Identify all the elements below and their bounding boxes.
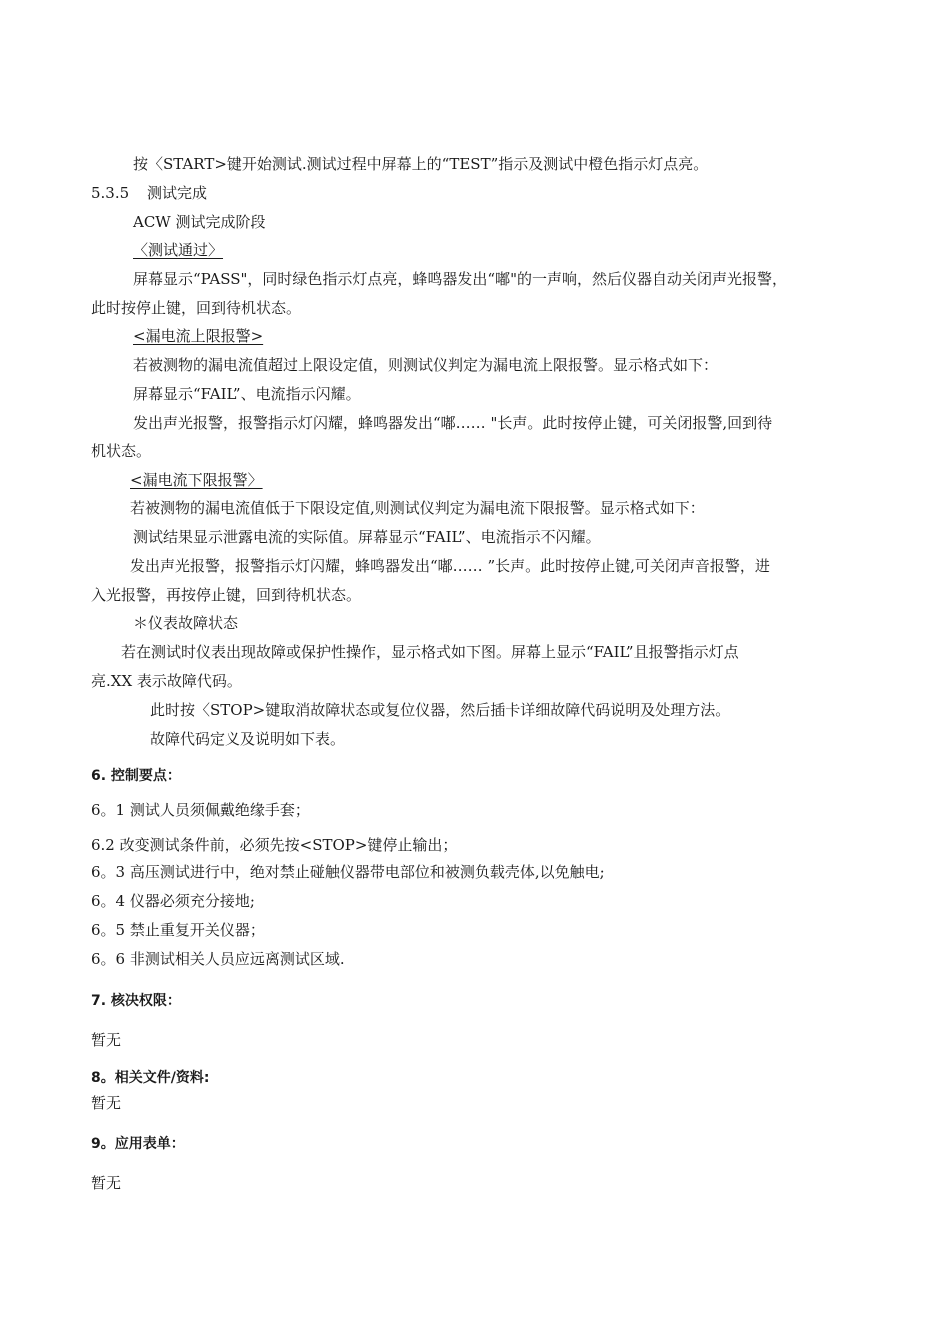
section-number: 5.3.5: [91, 184, 130, 202]
list-item: 6。6 非测试相关人员应远离测试区域.: [91, 950, 345, 968]
upper-alarm-heading: <漏电流上限报警>: [133, 327, 264, 345]
lower-alarm-heading: <漏电流下限报警〉: [130, 471, 263, 489]
acw-stage-text: ACW 测试完成阶段: [133, 213, 266, 231]
fault-line: 若在测试时仪表出现故障或保护性操作，显示格式如下图。屏幕上显示“FAIL”且报警指示灯点: [121, 643, 739, 661]
section-7-body: 暂无: [91, 1031, 122, 1049]
list-item: 6.2 改变测试条件前，必须先按<STOP>键停止输出；: [91, 836, 458, 854]
section-5-3-5-heading: [91, 183, 207, 203]
lower-alarm-line: 若被测物的漏电流值低于下限设定值,则测试仪判定为漏电流下限报警。显示格式如下：: [130, 499, 705, 517]
section-7-heading: 7. 核决权限：: [91, 993, 181, 1009]
pass-line: 此时按停止键，回到待机状态。: [91, 299, 302, 317]
section-6-heading: 6. 控制要点：: [91, 768, 181, 784]
pass-line: 屏幕显示“PASS"，同时绿色指示灯点亮，蜂鸣器发出“嘟"的一声响，然后仪器自动关闭声光报警，: [133, 270, 787, 288]
section-8-body: 暂无: [91, 1094, 122, 1112]
list-item: 6。3 高压测试进行中，绝对禁止碰触仪器带电部位和被测负载壳体,以免触电;: [91, 863, 605, 881]
list-item: 6。1 测试人员须佩戴绝缘手套；: [91, 801, 310, 819]
fault-line: 此时按〈STOP>键取消故障状态或复位仪器，然后插卡详细故障代码说明及处理方法。: [150, 701, 731, 719]
fault-line: 亮.XX 表示故障代码。: [91, 672, 242, 690]
section-title: 测试完成: [147, 184, 208, 202]
upper-alarm-line: 屏幕显示“FAIL”、电流指示闪耀。: [133, 385, 361, 403]
section-9-heading: 9。应用表单：: [91, 1136, 185, 1152]
lower-alarm-line: 测试结果显示泄露电流的实际值。屏幕显示“FAIL”、电流指示不闪耀。: [133, 528, 601, 546]
pass-heading: 〈测试通过〉: [133, 241, 224, 259]
lower-alarm-line: 发出声光报警，报警指示灯闪耀，蜂鸣器发出“嘟…… ”长声。此时按停止键,可关闭声音报警，进: [130, 557, 770, 575]
upper-alarm-line: 若被测物的漏电流值超过上限设定值，则测试仪判定为漏电流上限报警。显示格式如下：: [133, 356, 719, 374]
list-item: 6。5 禁止重复开关仪器；: [91, 921, 265, 939]
upper-alarm-line: 机状态。: [91, 442, 152, 460]
fault-heading: ＊仪表故障状态: [133, 614, 239, 632]
section-8-heading: 8。相关文件/资料:: [91, 1070, 210, 1086]
list-item: 6。4 仪器必须充分接地;: [91, 892, 255, 910]
start-instruction: 按〈START>键开始测试.测试过程中屏幕上的“TEST”指示及测试中橙色指示灯点亮。: [133, 155, 709, 173]
fault-line: 故障代码定义及说明如下表。: [150, 730, 346, 748]
lower-alarm-line: 入光报警，再按停止键，回到待机状态。: [91, 586, 362, 604]
section-9-body: 暂无: [91, 1174, 122, 1192]
upper-alarm-line: 发出声光报警，报警指示灯闪耀，蜂鸣器发出“嘟…… "长声。此时按停止键，可关闭报警,回到待: [133, 414, 773, 432]
